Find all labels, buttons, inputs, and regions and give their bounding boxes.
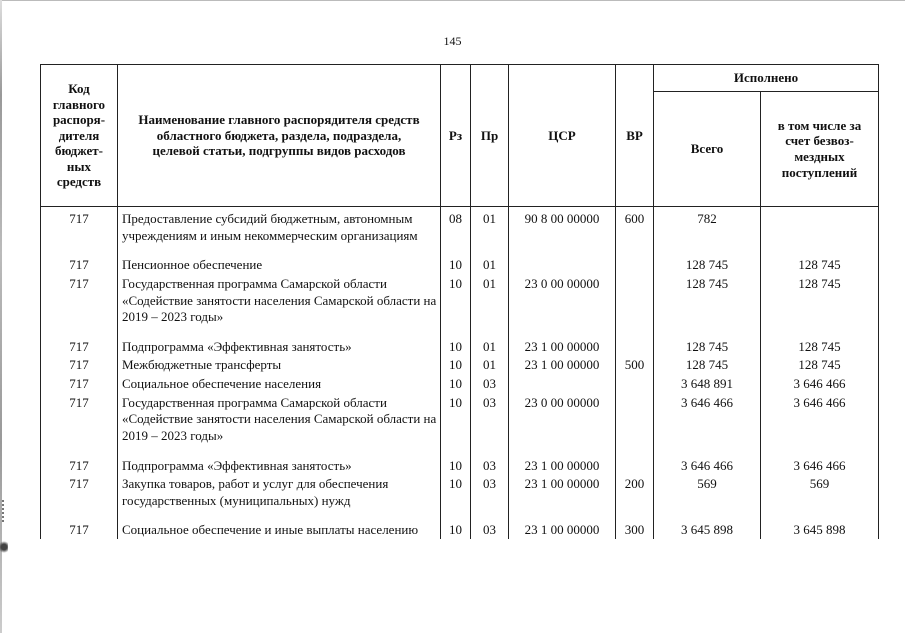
cell-vr <box>616 255 654 274</box>
cell-rz: 10 <box>441 355 471 374</box>
cell-csr <box>509 255 616 274</box>
table-row <box>41 474 879 520</box>
cell-code: 717 <box>41 255 118 274</box>
scan-top-edge <box>0 0 905 1</box>
cell-vr: 300 <box>616 520 654 539</box>
header-vr: ВР <box>616 65 654 207</box>
cell-csr: 23 1 00 00000 <box>509 520 616 539</box>
cell-vr: 200 <box>616 474 654 520</box>
cell-rz: 10 <box>441 255 471 274</box>
cell-pr: 03 <box>471 393 509 456</box>
table-row <box>41 337 879 356</box>
scan-artifact <box>2 500 8 522</box>
cell-total: 128 745 <box>654 274 761 337</box>
cell-name: Государственная программа Самарской области «Содействие занятости населения Самарской области на 2019 – 2023 годы» <box>118 393 441 456</box>
cell-gratuitous <box>761 207 879 256</box>
cell-csr: 23 1 00 00000 <box>509 456 616 475</box>
table-row <box>41 374 879 393</box>
cell-gratuitous: 128 745 <box>761 355 879 374</box>
cell-total: 569 <box>654 474 761 520</box>
cell-vr <box>616 456 654 475</box>
cell-csr <box>509 374 616 393</box>
cell-gratuitous: 3 646 466 <box>761 393 879 456</box>
cell-gratuitous: 128 745 <box>761 255 879 274</box>
header-csr: ЦСР <box>509 65 616 207</box>
header-name: Наименование главного распорядителя средств областного бюджета, раздела, подраздела, целевой статьи, подгруппы видов расходов <box>118 65 441 207</box>
cell-csr: 23 1 00 00000 <box>509 337 616 356</box>
cell-csr: 23 1 00 00000 <box>509 474 616 520</box>
table-row <box>41 520 879 539</box>
cell-csr: 23 0 00 00000 <box>509 393 616 456</box>
cell-rz: 10 <box>441 374 471 393</box>
cell-name: Закупка товаров, работ и услуг для обеспечения государственных (муниципальных) нужд <box>118 474 441 520</box>
cell-vr: 500 <box>616 355 654 374</box>
cell-code: 717 <box>41 456 118 475</box>
cell-total: 3 648 891 <box>654 374 761 393</box>
cell-name: Государственная программа Самарской области «Содействие занятости населения Самарской области на 2019 – 2023 годы» <box>118 274 441 337</box>
cell-rz: 10 <box>441 456 471 475</box>
cell-total: 782 <box>654 207 761 256</box>
cell-name: Пенсионное обеспечение <box>118 255 441 274</box>
cell-vr <box>616 393 654 456</box>
cell-pr: 01 <box>471 337 509 356</box>
cell-total: 128 745 <box>654 355 761 374</box>
cell-gratuitous: 128 745 <box>761 274 879 337</box>
cell-vr <box>616 374 654 393</box>
scan-artifact <box>0 538 8 556</box>
cell-name: Межбюджетные трансферты <box>118 355 441 374</box>
cell-name: Подпрограмма «Эффективная занятость» <box>118 456 441 475</box>
cell-gratuitous: 569 <box>761 474 879 520</box>
cell-pr: 01 <box>471 355 509 374</box>
cell-code: 717 <box>41 274 118 337</box>
cell-total: 128 745 <box>654 337 761 356</box>
cell-rz: 10 <box>441 474 471 520</box>
header-executed: Исполнено <box>654 65 879 92</box>
header-rz: Рз <box>441 65 471 207</box>
cell-name: Социальное обеспечение населения <box>118 374 441 393</box>
cell-pr: 01 <box>471 274 509 337</box>
cell-code: 717 <box>41 374 118 393</box>
table-row <box>41 456 879 475</box>
cell-gratuitous: 3 646 466 <box>761 374 879 393</box>
cell-csr: 23 0 00 00000 <box>509 274 616 337</box>
cell-rz: 10 <box>441 337 471 356</box>
cell-vr: 600 <box>616 207 654 256</box>
cell-total: 3 645 898 <box>654 520 761 539</box>
cell-name: Подпрограмма «Эффективная занятость» <box>118 337 441 356</box>
cell-rz: 10 <box>441 393 471 456</box>
cell-gratuitous: 128 745 <box>761 337 879 356</box>
page-number: 145 <box>443 34 462 48</box>
cell-pr: 03 <box>471 456 509 475</box>
cell-name: Предоставление субсидий бюджетным, автономным учреждениям и иным некоммерческим организациям <box>118 207 441 256</box>
cell-gratuitous: 3 645 898 <box>761 520 879 539</box>
cell-vr <box>616 337 654 356</box>
table-row <box>41 207 879 256</box>
cell-code: 717 <box>41 520 118 539</box>
header-pr: Пр <box>471 65 509 207</box>
cell-total: 3 646 466 <box>654 456 761 475</box>
cell-total: 3 646 466 <box>654 393 761 456</box>
cell-gratuitous: 3 646 466 <box>761 456 879 475</box>
cell-code: 717 <box>41 337 118 356</box>
table-row <box>41 393 879 456</box>
cell-vr <box>616 274 654 337</box>
cell-rz: 10 <box>441 520 471 539</box>
cell-pr: 03 <box>471 474 509 520</box>
cell-code: 717 <box>41 393 118 456</box>
cell-rz: 10 <box>441 274 471 337</box>
header-gratuitous: в том числе за счет безвоз-мездных поступлений <box>761 92 879 207</box>
cell-pr: 01 <box>471 207 509 256</box>
cell-name: Социальное обеспечение и иные выплаты населению <box>118 520 441 539</box>
header-total: Всего <box>654 92 761 207</box>
header-code: Код главного распоря-дителя бюджет-ных средств <box>41 65 118 207</box>
cell-csr: 90 8 00 00000 <box>509 207 616 256</box>
table-row <box>41 255 879 274</box>
cell-rz: 08 <box>441 207 471 256</box>
cell-csr: 23 1 00 00000 <box>509 355 616 374</box>
expenditure-table <box>40 64 879 539</box>
cell-code: 717 <box>41 207 118 256</box>
table-row <box>41 274 879 337</box>
cell-pr: 03 <box>471 520 509 539</box>
cell-total: 128 745 <box>654 255 761 274</box>
cell-pr: 01 <box>471 255 509 274</box>
table-body <box>41 207 879 540</box>
cell-pr: 03 <box>471 374 509 393</box>
cell-code: 717 <box>41 355 118 374</box>
cell-code: 717 <box>41 474 118 520</box>
table-row <box>41 355 879 374</box>
